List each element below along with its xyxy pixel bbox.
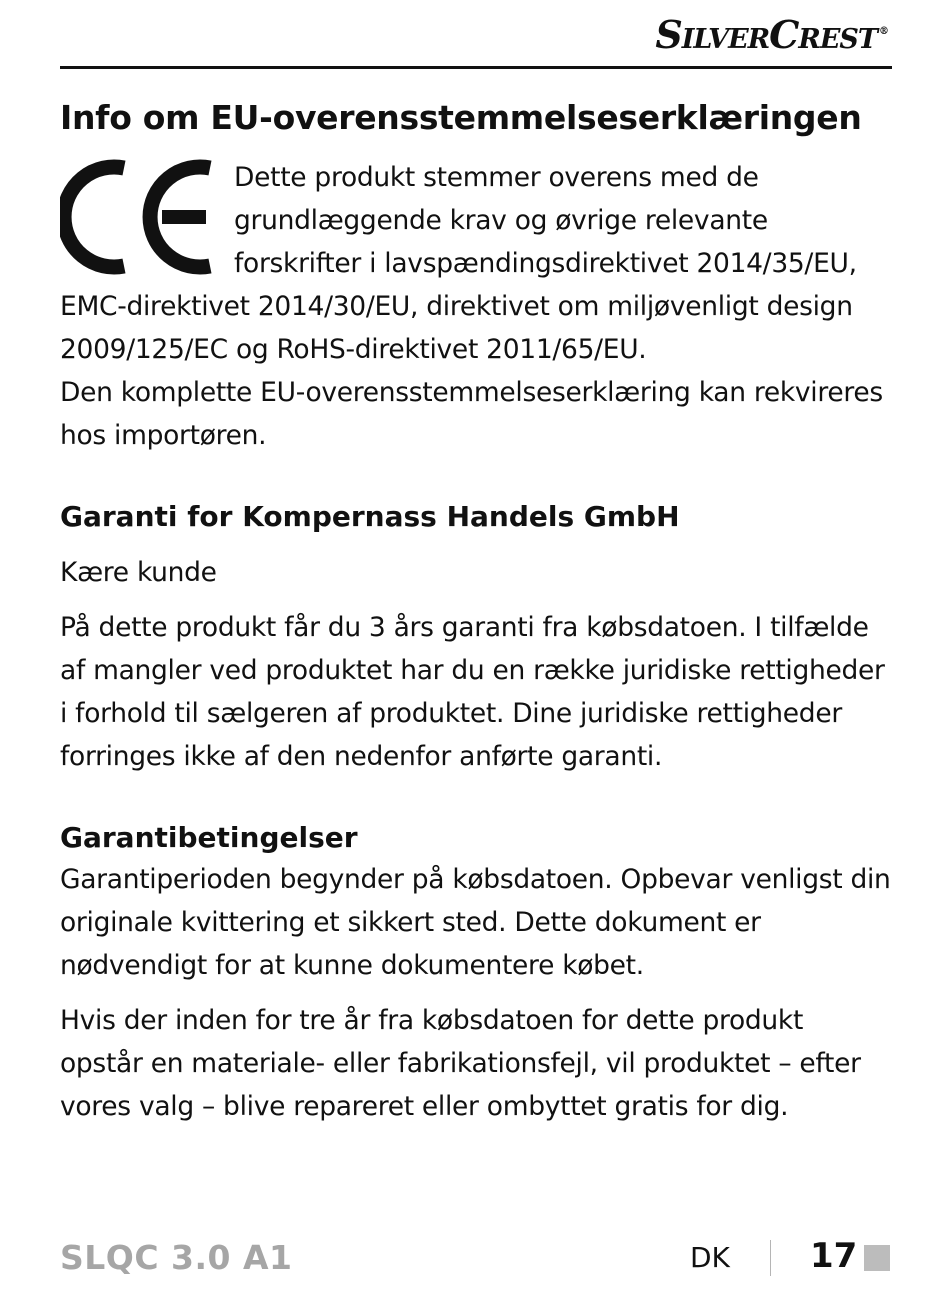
eu-info-paragraph-2: Den komplette EU-overensstemmelseserklæring kan rekvireres hos importøren. (60, 377, 883, 451)
brand-logo (655, 12, 888, 57)
conditions-paragraph-2: Hvis der inden for tre år fra købsdatoen for dette produkt opstår en materiale- eller fabrikationsfejl, vil produktet – efter vores valg – blive repareret eller ombyttet gratis for dig. (60, 1005, 861, 1122)
ce-mark-icon (60, 158, 220, 276)
footer-language-code: DK (690, 1241, 730, 1274)
footer-square-marker (864, 1245, 890, 1271)
warranty-salutation: Kære kunde (60, 557, 217, 588)
page-content (60, 96, 892, 1128)
warranty-paragraph: På dette produkt får du 3 års garanti fra købsdatoen. I tilfælde af mangler ved produktet har du en række juridiske rettigheder i forhold til sælgeren af produktet. Dine juridiske rettigheder forringes ikke af den nedenfor anførte garanti. (60, 612, 885, 772)
footer-page-number: 17 (810, 1236, 858, 1276)
conditions-heading: Garantibetingelser (60, 821, 358, 854)
header-rule (60, 66, 892, 69)
conditions-paragraph-1: Garantiperioden begynder på købsdatoen. Opbevar venligst din originale kvittering et sikkert sted. Dette dokument er nødvendigt for at kunne dokumentere købet. (60, 864, 891, 981)
brand-name: SilverCrest (655, 12, 877, 57)
warranty-heading: Garanti for Kompernass Handels GmbH (60, 500, 680, 533)
footer-model-number: SLQC 3.0 A1 (60, 1238, 293, 1277)
eu-info-heading: Info om EU-overensstemmelseserklæringen (60, 98, 862, 137)
eu-info-paragraph: Dette produkt stemmer overens med de grundlæggende krav og øvrige relevante forskrifter i lavspændingsdirektivet 2014/35/EU, EMC-direktivet 2014/30/EU, direktivet om miljøvenligt design 2009/125/EC og RoHS-direktivet 2011/65/EU. (60, 162, 857, 365)
footer-separator (770, 1240, 771, 1276)
registered-mark: ® (879, 26, 888, 38)
ce-declaration-block (60, 156, 892, 371)
